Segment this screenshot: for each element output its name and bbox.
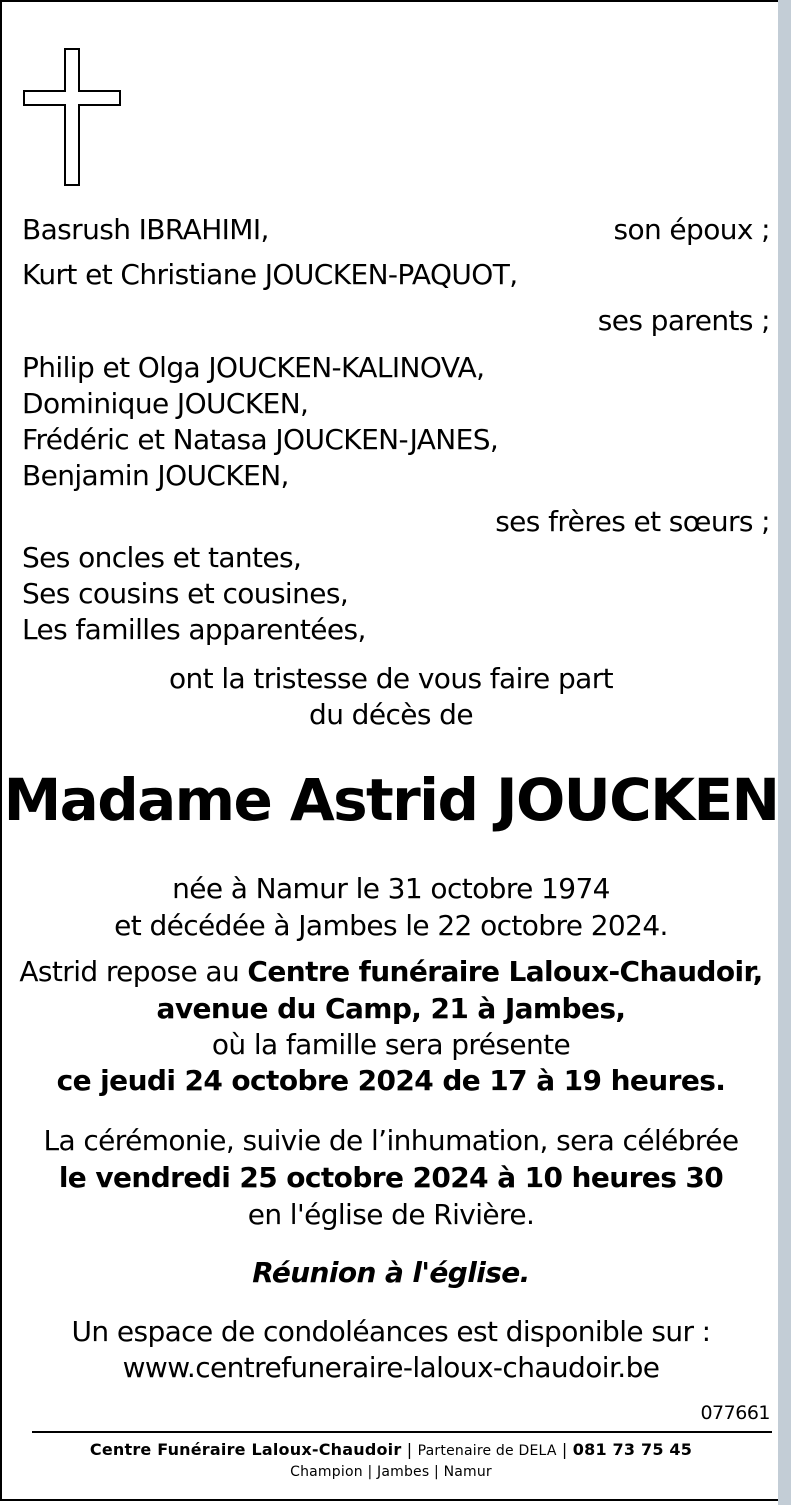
- family-relatives: Ses cousins et cousines,: [22, 577, 349, 610]
- footer-company: Centre Funéraire Laloux-Chaudoir: [89, 1440, 402, 1459]
- family-member-parents: Kurt et Christiane JOUCKEN-PAQUOT,: [22, 258, 518, 291]
- visitation-intro: Astrid repose au: [19, 955, 248, 988]
- footer-divider: [32, 1431, 772, 1433]
- birth-date: née à Namur le 31 octobre 1974: [172, 872, 610, 905]
- reunion-note: Réunion à l'église.: [252, 1256, 530, 1289]
- family-member-sibling: Frédéric et Natasa JOUCKEN-JANES,: [22, 423, 499, 456]
- announce-line: ont la tristesse de vous faire part: [168, 662, 614, 695]
- relation-spouse: son époux ;: [613, 213, 770, 246]
- family-member-sibling: Dominique JOUCKEN,: [22, 387, 309, 420]
- visitation-presence: où la famille sera présente: [211, 1028, 571, 1061]
- announce-line: du décès de: [309, 698, 473, 731]
- condolences-text: Un espace de condoléances est disponible sur :: [71, 1315, 711, 1348]
- deceased-name: Madame Astrid JOUCKEN: [3, 766, 779, 834]
- ceremony-place: en l'église de Rivière.: [247, 1198, 535, 1231]
- footer-separator: |: [401, 1440, 418, 1459]
- relation-siblings: ses frères et sœurs ;: [495, 505, 770, 538]
- family-relatives: Ses oncles et tantes,: [22, 541, 302, 574]
- footer-partner: Partenaire de DELA: [417, 1443, 557, 1459]
- visitation-address: avenue du Camp, 21 à Jambes,: [156, 992, 626, 1025]
- footer-separator: |: [556, 1440, 573, 1459]
- footer-company-line: [2, 1439, 780, 1462]
- visitation-place: Centre funéraire Laloux-Chaudoir,: [247, 955, 763, 988]
- family-member-spouse: Basrush IBRAHIMI,: [22, 213, 269, 246]
- death-date: et décédée à Jambes le 22 octobre 2024.: [114, 909, 668, 942]
- family-member-sibling: Philip et Olga JOUCKEN-KALINOVA,: [22, 351, 485, 384]
- family-member-sibling: Benjamin JOUCKEN,: [22, 459, 289, 492]
- visitation-place-line: [2, 955, 780, 989]
- relation-parents: ses parents ;: [597, 304, 770, 337]
- reference-number: 077661: [700, 1402, 770, 1424]
- footer-locations: Champion | Jambes | Namur: [290, 1464, 492, 1480]
- condolences-url[interactable]: www.centrefuneraire-laloux-chaudoir.be: [122, 1351, 660, 1384]
- visitation-time: ce jeudi 24 octobre 2024 de 17 à 19 heures.: [56, 1064, 726, 1097]
- footer-phone: 081 73 75 45: [572, 1440, 693, 1459]
- family-relatives: Les familles apparentées,: [22, 613, 366, 646]
- side-bar: [778, 0, 791, 1505]
- cross-icon: [23, 48, 121, 186]
- ceremony-intro: La cérémonie, suivie de l’inhumation, sera célébrée: [43, 1124, 739, 1157]
- ceremony-time: le vendredi 25 octobre 2024 à 10 heures 30: [58, 1161, 724, 1194]
